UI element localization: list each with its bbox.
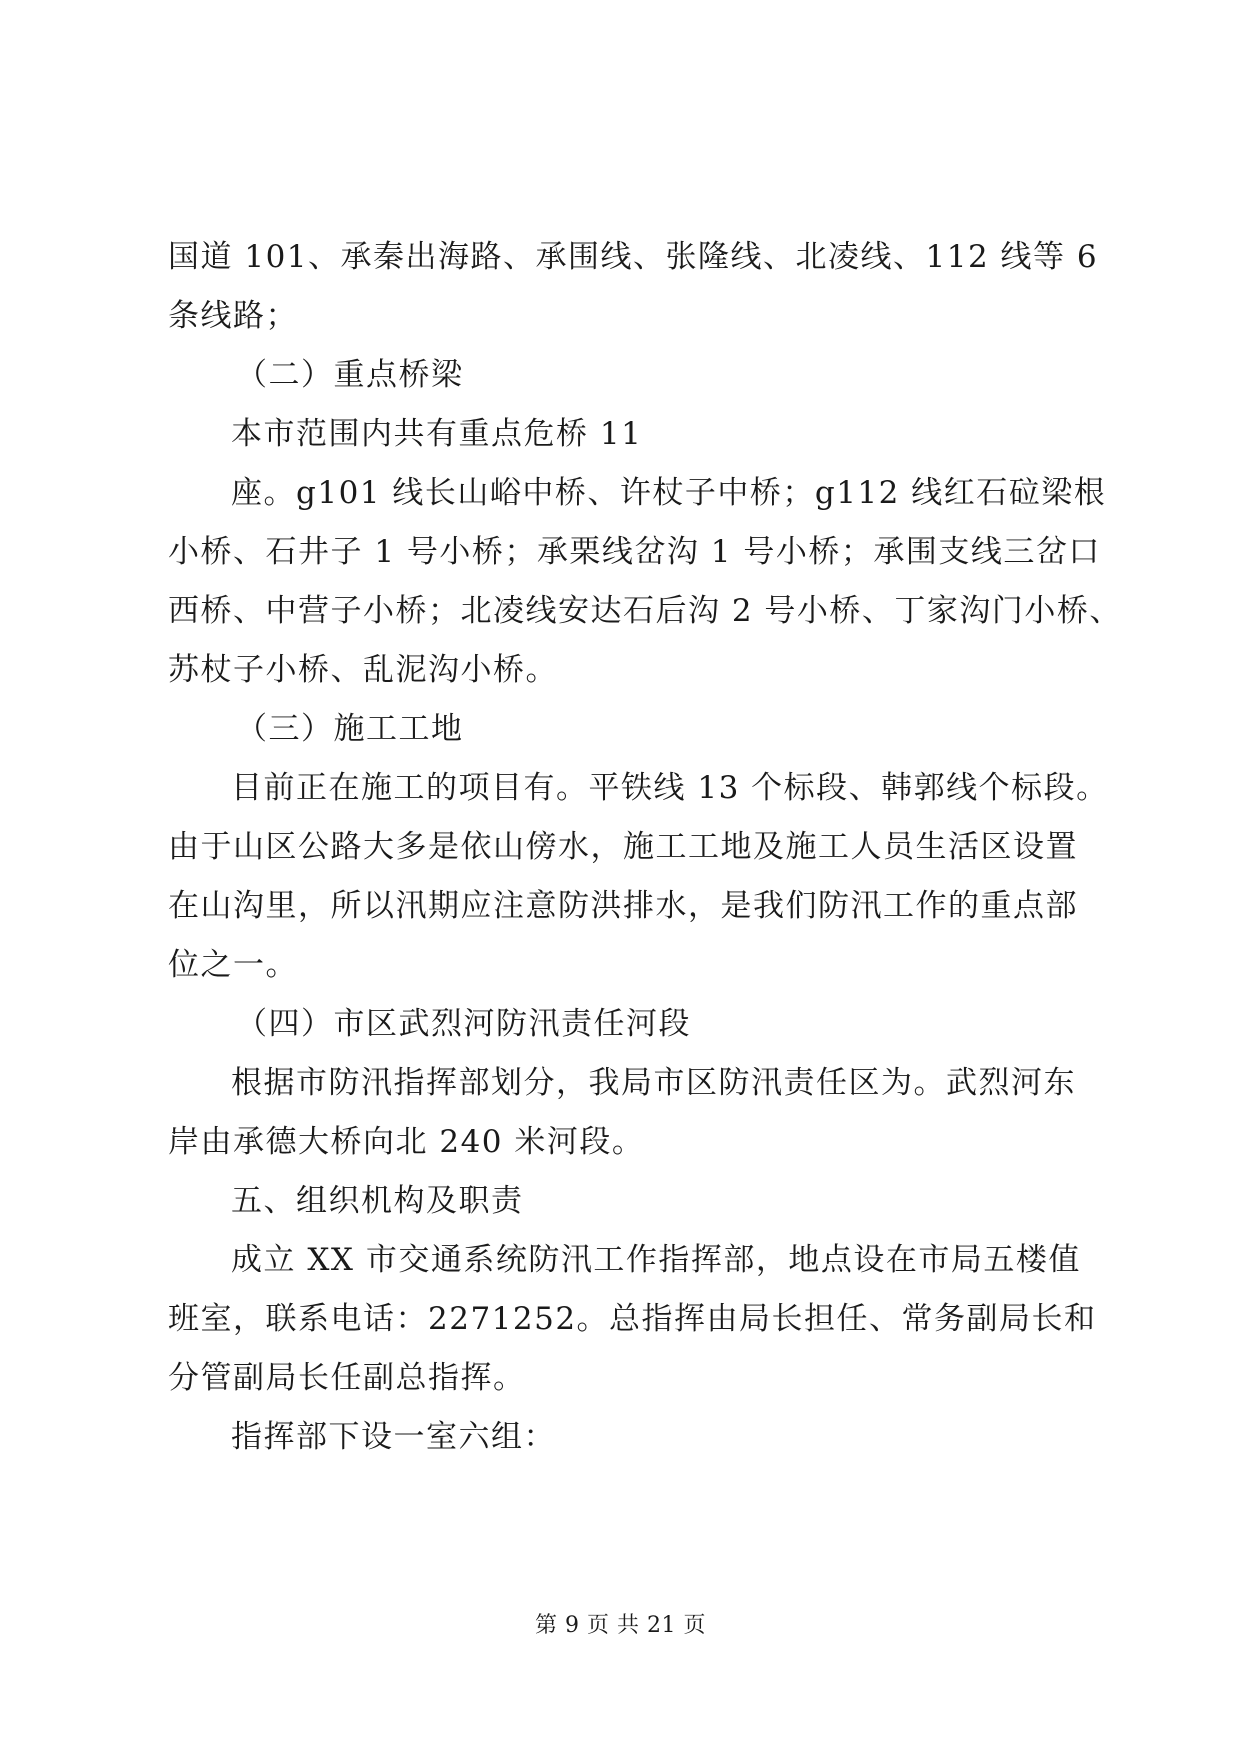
paragraph-1-line-2: 条线路；: [168, 298, 298, 334]
paragraph-6-line-4: 位之一。: [168, 947, 298, 983]
document-body: [168, 228, 1122, 1467]
paragraph-4-line-4: 苏杖子小桥、乱泥沟小桥。: [168, 652, 558, 688]
section-heading-organization: 五、组织机构及职责: [231, 1183, 524, 1219]
section-heading-key-bridges: （二）重点桥梁: [236, 357, 464, 393]
page-number-footer: 第 9 页 共 21 页: [535, 1613, 706, 1638]
paragraph-3-line-1: 本市范围内共有重点危桥 11: [231, 416, 643, 452]
paragraph-6-line-3: 在山沟里，所以汛期应注意防洪排水，是我们防汛工作的重点部: [168, 888, 1078, 924]
paragraph-10-line-1: 成立 XX 市交通系统防汛工作指挥部，地点设在市局五楼值: [231, 1242, 1081, 1278]
paragraph-4-line-1: 座。g101 线长山峪中桥、许杖子中桥；g112 线红石砬梁根: [231, 475, 1107, 511]
paragraph-6-line-2: 由于山区公路大多是依山傍水，施工工地及施工人员生活区设置: [168, 829, 1078, 865]
section-heading-river-section: （四）市区武烈河防汛责任河段: [236, 1006, 691, 1042]
paragraph-4-line-2: 小桥、石井子 1 号小桥；承栗线岔沟 1 号小桥；承围支线三岔口: [168, 534, 1101, 570]
paragraph-8-line-1: 根据市防汛指挥部划分，我局市区防汛责任区为。武烈河东: [231, 1065, 1076, 1101]
paragraph-4-line-3: 西桥、中营子小桥；北凌线安达石后沟 2 号小桥、丁家沟门小桥、: [168, 593, 1122, 629]
paragraph-10-line-3: 分管副局长任副总指挥。: [168, 1360, 526, 1396]
paragraph-6-line-1: 目前正在施工的项目有。平铁线 13 个标段、韩郭线个标段。: [231, 770, 1109, 806]
paragraph-1-line-1: 国道 101、承秦出海路、承围线、张隆线、北凌线、112 线等 6: [168, 239, 1099, 275]
paragraph-11-line-1: 指挥部下设一室六组：: [231, 1419, 556, 1455]
paragraph-8-line-2: 岸由承德大桥向北 240 米河段。: [168, 1124, 645, 1160]
section-heading-construction-sites: （三）施工工地: [236, 711, 464, 747]
paragraph-10-line-2: 班室，联系电话：2271252。总指挥由局长担任、常务副局长和: [168, 1301, 1097, 1337]
